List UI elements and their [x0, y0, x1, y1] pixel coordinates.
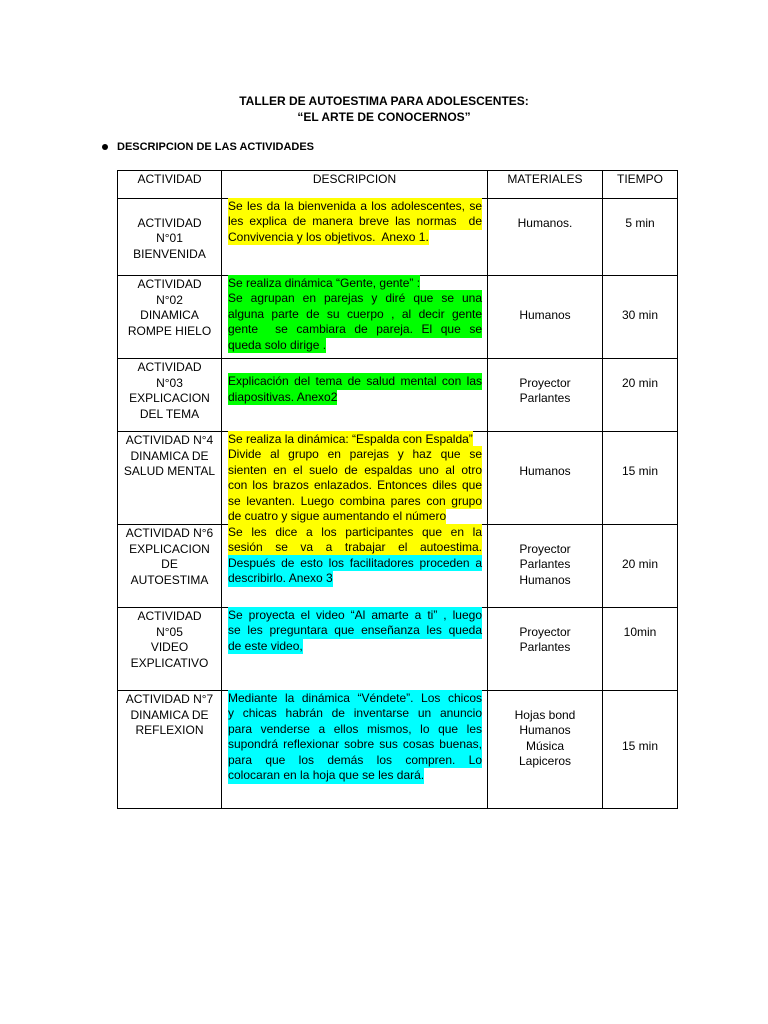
time-cell-content: [603, 432, 677, 524]
description-line: [228, 215, 482, 231]
time-cell: [603, 199, 678, 276]
activity-name-line: ACTIVIDAD N°6: [125, 526, 214, 540]
activity-name-line: DINAMICA DE: [130, 448, 209, 463]
activity-name-line: EXPLICATIVO: [130, 655, 209, 670]
materials-cell: [488, 199, 603, 276]
description-line: [228, 639, 482, 655]
highlighted-text: Divide al grupo en parejas y haz que se: [228, 447, 482, 462]
highlighted-text: con los brazos enlazados. Entonces diles que: [228, 478, 482, 493]
description-line: [228, 769, 482, 785]
activity-name-line: N°01: [156, 231, 183, 245]
bullet-icon: [102, 144, 108, 150]
highlighted-text: Se realiza dinámica “Gente, gente” :: [228, 276, 421, 290]
activity-cell: [118, 359, 222, 432]
description-paragraph: [228, 276, 482, 292]
activity-name-line: DEL TEMA: [139, 406, 200, 421]
table-row: [118, 276, 678, 359]
activity-name-line: ACTIVIDAD: [137, 360, 202, 374]
material-item: Proyector: [519, 541, 571, 556]
materials-cell-content: [488, 525, 602, 607]
activities-table: [117, 170, 678, 809]
material-item: Humanos: [519, 572, 571, 587]
activity-name-line: DE: [161, 557, 178, 571]
materials-cell-content: [488, 608, 602, 690]
highlighted-text: colocaran en la hoja que se les dará.: [228, 768, 425, 783]
time-cell-content: [603, 691, 677, 808]
time-cell-content: [603, 525, 677, 607]
time-cell-content: [603, 276, 677, 358]
activity-name-line: ROMPE HIELO: [127, 323, 212, 338]
description-cell-content: [222, 608, 487, 690]
highlighted-text: se levanten. Luego combina pares con grupo: [228, 494, 482, 508]
description-line: [228, 510, 482, 526]
material-item: Música: [525, 738, 564, 753]
description-line: [228, 375, 482, 391]
description-line: [228, 448, 482, 464]
activity-cell-content: [118, 525, 221, 607]
time-value: 30 min: [621, 308, 659, 322]
table-header-row: [118, 171, 678, 199]
material-item: Humanos: [519, 308, 571, 322]
description-line: [228, 390, 482, 406]
activity-name-line: ACTIVIDAD: [137, 215, 202, 230]
description-line: [228, 707, 482, 723]
section-heading: DESCRIPCION DE LAS ACTIVIDADES: [117, 141, 315, 153]
description-line: [228, 276, 482, 292]
materials-cell-content: [488, 199, 602, 275]
time-value: 15 min: [621, 464, 659, 478]
activity-cell-content: [118, 608, 221, 690]
highlighted-text: sesión se va a trabajar el autoestima.: [228, 540, 482, 555]
page-title-line-2: “EL ARTE DE CONOCERNOS”: [297, 110, 471, 124]
activity-name-line: ACTIVIDAD: [137, 277, 202, 291]
activity-cell-content: [118, 691, 221, 808]
activity-name-line: N°02: [156, 292, 183, 307]
highlighted-text: describirlo. Anexo 3: [228, 571, 333, 586]
activity-cell-content: [118, 199, 221, 275]
activity-cell: [118, 608, 222, 691]
materials-cell: [488, 525, 603, 608]
description-cell-content: [222, 525, 487, 607]
activity-name-line: N°03: [156, 375, 183, 390]
description-line: [228, 307, 482, 323]
description-cell-content: [222, 432, 487, 524]
description-cell: [222, 276, 488, 359]
highlighted-text: Después de esto los facilitadores proceden a: [228, 556, 482, 570]
activity-cell-content: [118, 276, 221, 358]
description-cell-content: [222, 199, 487, 275]
highlighted-text: Mediante la dinámica “Véndete”. Los chicos: [228, 691, 482, 705]
activity-name-line: ACTIVIDAD N°4: [125, 433, 214, 447]
description-paragraph: [228, 691, 482, 784]
highlighted-text: diapositivas. Anexo2: [228, 390, 338, 404]
description-cell: [222, 691, 488, 809]
materials-cell: [488, 359, 603, 432]
description-line: [228, 691, 482, 707]
materials-cell-content: [488, 359, 602, 431]
highlighted-text: supondrá reflexionar sobre sus cosas buenas,: [228, 737, 482, 752]
highlighted-text: queda solo dirige .: [228, 338, 327, 352]
description-line: [228, 572, 482, 588]
time-cell-content: [603, 199, 677, 275]
activity-name-line: ACTIVIDAD: [137, 609, 202, 623]
materials-cell-content: [488, 432, 602, 524]
time-value: 5 min: [625, 215, 655, 230]
highlighted-text: se les preguntara que enseñanza les queda: [228, 623, 482, 638]
material-item: Proyector: [519, 624, 571, 639]
description-line: [228, 494, 482, 510]
description-line: [228, 230, 482, 246]
description-line: [228, 722, 482, 738]
materials-cell: [488, 691, 603, 809]
highlighted-text: sienten en el suelo de espaldas uno al otro: [228, 463, 482, 477]
time-value: 20 min: [621, 375, 659, 390]
description-line: [228, 292, 482, 308]
description-line: [228, 525, 482, 541]
description-cell-content: [222, 276, 487, 358]
description-line: [228, 738, 482, 754]
highlighted-text: Se realiza la dinámica: “Espalda con Espalda”: [228, 432, 473, 446]
table-row: [118, 432, 678, 525]
description-line: [228, 463, 482, 479]
activity-name-line: EXPLICACION: [129, 541, 210, 556]
header-label: ACTIVIDAD: [137, 172, 202, 186]
highlighted-text: Explicación del tema de salud mental con las: [228, 374, 482, 389]
header-cell-descripcion: [222, 171, 488, 199]
table-body: [118, 199, 678, 809]
material-item: Parlantes: [519, 640, 571, 654]
material-item: Proyector: [519, 375, 571, 390]
activity-name-line: EXPLICACION: [129, 391, 210, 405]
activity-name-line: AUTOESTIMA: [130, 572, 209, 587]
description-paragraph: [228, 525, 482, 587]
activity-name-line: REFLEXION: [135, 723, 204, 737]
time-cell-content: [603, 359, 677, 431]
table-row: [118, 608, 678, 691]
highlighted-text: Se les da la bienvenida a los adolescentes, se: [228, 199, 482, 213]
highlighted-text: Convivencia y los objetivos. Anexo 1.: [228, 230, 429, 244]
header-cell-actividad: [118, 171, 222, 199]
description-line: [228, 432, 482, 448]
header-label: DESCRIPCION: [312, 172, 397, 186]
time-cell: [603, 525, 678, 608]
material-item: Lapiceros: [518, 754, 572, 768]
materials-cell-content: [488, 276, 602, 358]
activity-name-line: N°05: [156, 624, 183, 639]
activity-name-line: DINAMICA DE: [130, 707, 209, 722]
activity-cell: [118, 276, 222, 359]
material-item: Humanos.: [517, 215, 573, 230]
time-value: 10min: [623, 624, 657, 639]
activity-cell: [118, 525, 222, 608]
description-cell: [222, 199, 488, 276]
description-line: [228, 556, 482, 572]
highlighted-text: de cuatro y sigue aumentando el número: [228, 509, 447, 524]
highlighted-text: para venderse a ellos mismos, lo que les: [228, 722, 482, 736]
time-cell: [603, 276, 678, 359]
description-cell: [222, 359, 488, 432]
description-cell: [222, 608, 488, 691]
activity-name-line: VIDEO: [150, 640, 189, 654]
description-line: [228, 479, 482, 495]
material-item: Humanos: [519, 723, 571, 737]
materials-cell-content: [488, 691, 602, 808]
time-cell: [603, 432, 678, 525]
materials-cell: [488, 432, 603, 525]
highlighted-text: de este video,: [228, 639, 303, 653]
time-cell: [603, 359, 678, 432]
activity-name-line: SALUD MENTAL: [123, 464, 216, 478]
description-paragraph: [228, 432, 482, 448]
description-line: [228, 338, 482, 354]
description-cell-content: [222, 359, 487, 431]
description-cell: [222, 525, 488, 608]
description-paragraph: [228, 608, 482, 655]
description-paragraph: [228, 375, 482, 406]
description-line: [228, 541, 482, 557]
activity-cell-content: [118, 359, 221, 431]
description-line: [228, 624, 482, 640]
material-item: Parlantes: [519, 391, 571, 405]
time-cell-content: [603, 608, 677, 690]
description-paragraph: [228, 199, 482, 246]
description-line: [228, 753, 482, 769]
highlighted-text: y chicas habrán de inventarse un anuncio: [228, 706, 482, 721]
highlighted-text: para que los demás los compren. Lo: [228, 753, 482, 767]
activity-name-line: ACTIVIDAD N°7: [125, 692, 214, 706]
materials-cell: [488, 276, 603, 359]
highlighted-text: alguna parte de su cuerpo , al decir gente: [228, 307, 482, 321]
activity-name-line: BIENVENIDA: [133, 246, 206, 261]
activity-cell: [118, 691, 222, 809]
activity-cell: [118, 432, 222, 525]
table-row: [118, 525, 678, 608]
material-item: Humanos: [519, 464, 571, 478]
activity-cell-content: [118, 432, 221, 524]
time-value: 15 min: [621, 738, 659, 753]
header-cell-tiempo: [603, 171, 678, 199]
table-row: [118, 359, 678, 432]
header-label: TIEMPO: [616, 172, 663, 186]
highlighted-text: Se les dice a los participantes que en la: [228, 525, 482, 539]
time-cell: [603, 608, 678, 691]
description-paragraph: [228, 292, 482, 354]
activity-cell: [118, 199, 222, 276]
description-line: [228, 608, 482, 624]
highlighted-text: Se agrupan en parejas y diré que se una: [228, 291, 482, 306]
description-paragraph: [228, 448, 482, 526]
time-cell: [603, 691, 678, 809]
header-cell-materiales: [488, 171, 603, 199]
highlighted-text: les explica de manera breve las normas de: [228, 214, 482, 229]
header-label: MATERIALES: [507, 172, 583, 186]
activity-name-line: DINAMICA: [140, 308, 199, 322]
page-title-line-1: TALLER DE AUTOESTIMA PARA ADOLESCENTES:: [239, 94, 529, 108]
table-row: [118, 691, 678, 809]
description-cell-content: [222, 691, 487, 808]
material-item: Parlantes: [519, 557, 571, 571]
highlighted-text: Se proyecta el video “Al amarte a ti” , luego: [228, 608, 482, 622]
materials-cell: [488, 608, 603, 691]
description-cell: [222, 432, 488, 525]
table-row: [118, 199, 678, 276]
description-line: [228, 323, 482, 339]
material-item: Hojas bond: [514, 707, 576, 722]
time-value: 20 min: [621, 557, 659, 571]
description-line: [228, 199, 482, 215]
highlighted-text: gente se cambiara de pareja. El que se: [228, 322, 482, 337]
